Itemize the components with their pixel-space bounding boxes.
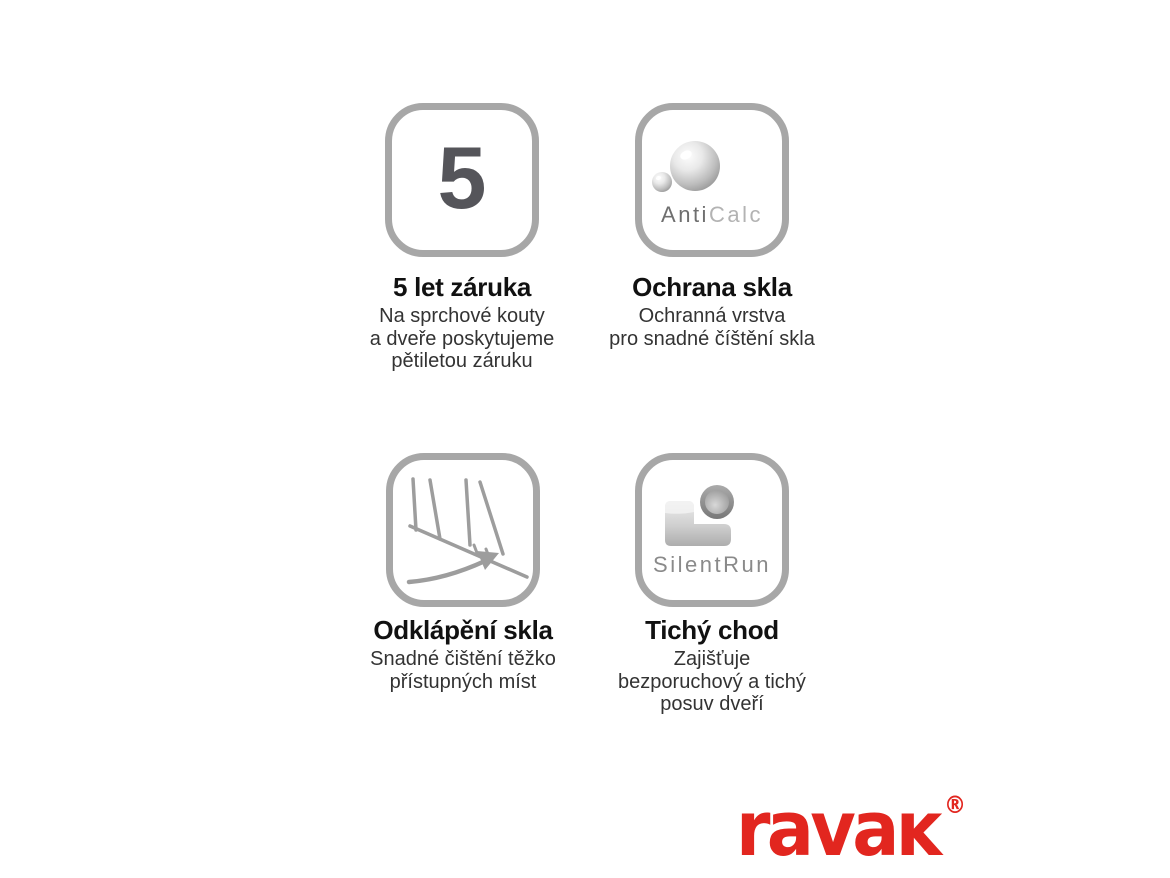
feature-title-silent-run: Tichý chod (645, 615, 779, 645)
feature-title-anticalc: Ochrana skla (632, 272, 792, 302)
feature-anticalc (562, 103, 862, 350)
feature-title-warranty: 5 let záruka (392, 272, 532, 302)
silentrun-label: SilentRun (653, 552, 771, 577)
anticalc-bubbles-icon (635, 103, 789, 257)
description-line: Zajišťuje (673, 648, 751, 670)
registered-trademark-symbol: ® (944, 791, 967, 819)
glass-tilt-arrow-icon (386, 453, 540, 607)
feature-silent-run (562, 453, 862, 716)
description-line: Na sprchové kouty (379, 305, 545, 327)
feature-description-silent-run (562, 648, 862, 716)
roller-graphic (642, 460, 782, 600)
anticalc-label: AntiCalc (661, 202, 763, 227)
five-badge-icon (385, 103, 539, 257)
bubbles-graphic (642, 110, 782, 250)
description-line: pro snadné číštění skla (609, 327, 815, 350)
feature-description-anticalc (562, 305, 862, 350)
description-line: bezporuchový a tichý (618, 670, 806, 693)
description-line: pětiletou záruku (391, 350, 533, 372)
ravak-logo-text: ravaĸ (736, 784, 939, 873)
feature-title-glass-tilt: Odklápění skla (373, 615, 553, 645)
description-line: a dveře poskytujeme (369, 327, 555, 350)
description-line: přístupných míst (389, 670, 537, 693)
warranty-number: 5 (437, 128, 487, 227)
description-line: Ochranná vrstva (638, 305, 786, 327)
silentrun-roller-icon (635, 453, 789, 607)
description-line: Snadné čištění těžko (370, 648, 556, 670)
description-line: posuv dveří (660, 693, 764, 715)
glass-tilt-graphic (393, 460, 533, 600)
ravak-logo (736, 784, 967, 873)
